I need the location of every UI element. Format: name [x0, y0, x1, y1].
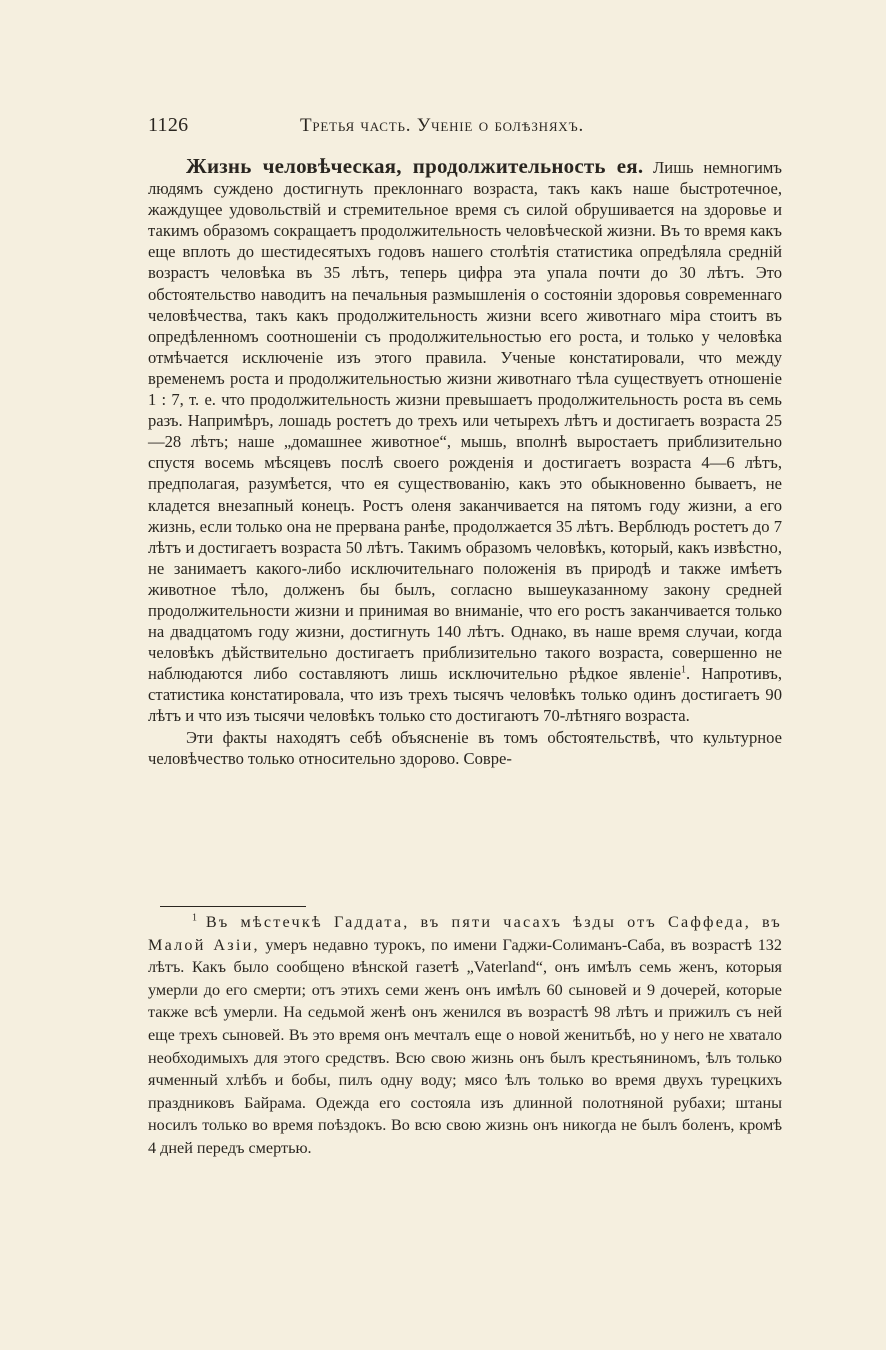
header-title: Третья часть. Ученіе о болѣзняхъ. — [300, 115, 585, 136]
footnote-divider — [160, 906, 306, 907]
footnote — [148, 911, 782, 1160]
paragraph: Эти факты находятъ себѣ объясненіе въ томъ обстоятельствѣ, что культурное человѣчество только относительно здорово. Совре- — [148, 727, 782, 768]
footnote-marker: 1 — [192, 912, 197, 924]
footnote-paragraph — [148, 911, 782, 1160]
paragraph — [148, 156, 782, 727]
running-header — [148, 114, 780, 144]
body-text — [148, 156, 782, 769]
footnote-reference: 1 — [680, 664, 686, 676]
paragraph-text: . Напротивъ, статистика констатировала, что изъ трехъ тысячъ человѣкъ только одинъ достигаетъ 90 лѣтъ и что изъ тысячи человѣкъ только сто достигаютъ 70-лѣтняго возраста. — [148, 664, 782, 726]
footnote-text: умеръ недавно турокъ, по имени Гаджи-Солиманъ-Саба, въ возрастѣ 132 лѣтъ. Какъ было сообщено вѣнской газетѣ „Vaterland“, онъ имѣлъ семь женъ, которыя умерли до его смерти; отъ этихъ семи женъ онъ имѣлъ 60 сыновей и 9 дочерей, которые также всѣ умерли. На седьмой женѣ онъ женился въ возрастѣ 98 лѣтъ и прижилъ съ ней еще трехъ сыновей. Въ это время онъ мечталъ еще о новой женитьбѣ, но у него не хватало необходимыхъ для этого средствъ. Всю свою жизнь онъ былъ крестьяниномъ, ѣлъ только ячменный хлѣбъ и бобы, пилъ одну воду; мясо ѣлъ только во время двухъ турецкихъ праздниковъ Байрама. Одежда его состояла изъ длинной полотняной рубахи; штаны носилъ только во время поѣздокъ. Во всю свою жизнь онъ никогда не былъ боленъ, кромѣ 4 дней передъ смертью. — [148, 935, 782, 1157]
section-heading: Жизнь человѣческая, продолжительность ея. — [186, 154, 644, 178]
paragraph-text: Лишь немногимъ людямъ суждено достигнуть преклоннаго возраста, такъ какъ наше быстротечное, жаждущее удовольствій и стремительное время съ силой обрушивается на здоровье и такимъ образомъ сокращаетъ продолжительность человѣческой жизни. Въ то время какъ еще вплоть до шестидесятыхъ годовъ нашего столѣтія статистика опредѣляла средній возрастъ человѣка въ 35 лѣтъ, теперь цифра эта упала почти до 30 лѣтъ. Это обстоятельство наводитъ на печальныя размышленія о состояніи здоровья современнаго человѣчества, такъ какъ продолжительность жизни всего животнаго міра стоитъ въ опредѣленномъ соотношеніи съ продолжительностью его роста, и только у человѣка отмѣчается исключеніе изъ этого правила. Ученые констатировали, что между временемъ роста и продолжительностью жизни животнаго тѣла существуетъ отношеніе 1 : 7, т. е. что продолжительность жизни превышаетъ продолжительность роста въ семь разъ. Напримѣръ, лошадь ростетъ до трехъ или четырехъ лѣтъ и достигаетъ возраста 25—28 лѣтъ; наше „домашнее животное“, мышь, вполнѣ выростаетъ приблизительно спустя восемь мѣсяцевъ послѣ своего рожденія и достигаетъ возраста 4—6 лѣтъ, предполагая, разумѣется, что ея существованію, какъ это обыкновенно бываетъ, не кладется внезапный конецъ. Ростъ оленя заканчивается на пятомъ году жизни, а его жизнь, если только она не прервана ранѣе, продолжается 35 лѣтъ. Верблюдъ ростетъ до 7 лѣтъ и достигаетъ возраста 50 лѣтъ. Такимъ образомъ человѣкъ, который, какъ извѣстно, не занимаетъ какого-либо исключительнаго положенія въ природѣ и также имѣетъ животное тѣло, долженъ бы былъ, согласно вышеуказанному закону средней продолжительности жизни и принимая во вниманіе, что его ростъ заканчивается только на двадцатомъ году жизни, достигнуть 140 лѣтъ. Однако, въ наше время случаи, когда человѣкъ дѣйствительно достигаетъ приблизительно такого возраста, совершенно не наблюдаются либо составляютъ лишь исключительно рѣдкое явленіе — [148, 158, 783, 684]
footnote-place: Въ мѣстечкѣ Гаддата, въ пяти часахъ ѣзды отъ Саффеда, въ Малой Азіи, — [148, 913, 782, 954]
page-number: 1126 — [148, 114, 189, 136]
